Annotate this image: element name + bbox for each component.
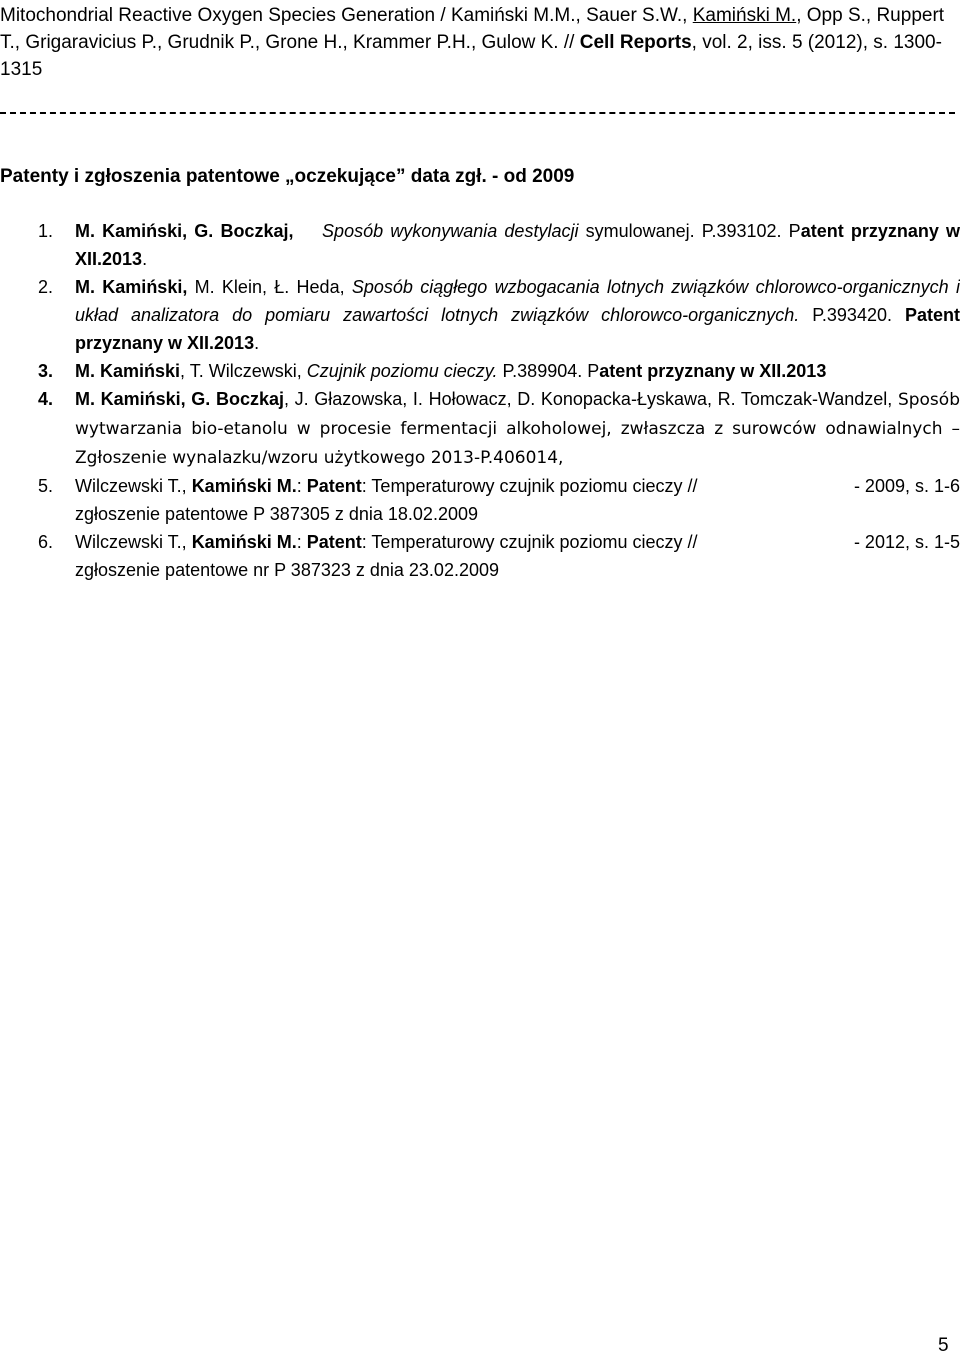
item-kaminski: Kamiński, [102,277,188,297]
list-item [0,217,960,273]
item-patent-label: Patent [306,476,362,496]
reference-authors-rest: , Opp S., Ruppert T., Grigaravicius P., Grudnik P., Grone H., Krammer P.H., Gulow K. // [0,5,945,53]
item-authors: Wilczewski T., [75,476,192,496]
item-patent-number: P.389904. P [502,361,600,381]
item-authors-rest: M. Klein, Ł. Heda, [194,277,345,297]
item-number: 3. [38,361,54,381]
section-heading: Patenty i zgłoszenia patentowe „oczekujące” data zgł. - od 2009 [0,166,575,187]
list-item [0,472,960,528]
item-end: . [142,249,148,269]
patent-list [0,217,960,584]
list-item [0,528,960,584]
list-item [0,357,960,385]
item-authors-rest: , T. Wilczewski, [180,361,302,381]
item-line [75,528,960,556]
item-year-pages: - 2009, s. 1-6 [853,476,960,496]
item-patent-number: P.393420. [812,305,892,325]
list-item [0,385,960,472]
item-colon: : [296,476,307,496]
item-text [75,357,960,385]
publication-reference [0,2,955,83]
item-line [75,217,960,273]
item-title: Czujnik poziomu cieczy. [306,361,498,381]
item-filing: zgłoszenie patentowe P 387305 z dnia 18.02.2009 [75,504,478,524]
reference-journal: Cell Reports [579,32,692,53]
item-filing: zgłoszenie patentowe nr P 387323 z dnia 23.02.2009 [75,560,499,580]
item-text [75,385,960,472]
item-title: : Temperaturowy czujnik poziomu cieczy // [361,532,698,552]
item-title: : Temperaturowy czujnik poziomu cieczy // [361,476,698,496]
item-kaminski: Kamiński M. [191,476,297,496]
item-number: 4. [38,389,54,409]
item-end: . [254,333,260,353]
reference-volume: , vol. 2, iss. 5 (2012), s. 1300-1315 [0,32,942,80]
item-number: 5. [38,476,54,496]
item-colon: : [296,532,307,552]
item-status: atent przyznany w XII.2013 [75,221,960,269]
page-number: 5 [938,1335,949,1356]
item-authors-bold: M. Kamiński [75,361,181,381]
item-number: 2. [38,277,54,297]
item-year-pages: - 2012, s. 1-5 [853,532,960,552]
item-authors-rest: , J. Głazowska, I. Hołowacz, D. Konopacka-Łyskawa, R. Tomczak-Wandzel, [283,389,893,409]
item-kaminski: Kamiński M. [191,532,297,552]
item-citation [75,472,698,500]
item-number: 1. [38,221,54,241]
item-patent-label: Patent [306,532,362,552]
item-status: Patent przyznany w XII.2013 [75,305,960,353]
item-title: Sposób wytwarzania bio-etanolu w procesie fermentacji alkoholowej, zwłaszcza z surowców odnawialnych – Zgłoszenie wynalazku/wzoru użytkowego 2013-P.406014, [75,390,960,468]
item-number: 6. [38,532,54,552]
item-citation [75,528,698,556]
item-status: atent przyznany w XII.2013 [599,361,827,381]
item-title: Sposób wykonywania destylacji [322,221,579,241]
item-initial: M. [75,277,95,297]
reference-underlined-author: Kamiński M. [692,5,797,26]
item-authors-bold: M. Kamiński, G. Boczkaj [75,389,284,409]
item-line [75,472,960,500]
item-patent-number: P.393102. P [701,221,801,241]
item-title-tail: symulowanej. [585,221,695,241]
item-authors: M. Kamiński, G. Boczkaj, [75,221,294,241]
dashed-separator [0,112,955,114]
list-item [0,273,960,357]
item-title: Sposób ciągłego wzbogacania lotnych związków chlorowco-organicznych i układ analizatora do pomiaru zawartości lotnych związków chlorowco-organicznych. [75,277,960,325]
reference-title-authors: Mitochondrial Reactive Oxygen Species Generation / Kamiński M.M., Sauer S.W., [0,5,693,26]
item-authors: Wilczewski T., [75,532,192,552]
item-text [75,273,960,357]
